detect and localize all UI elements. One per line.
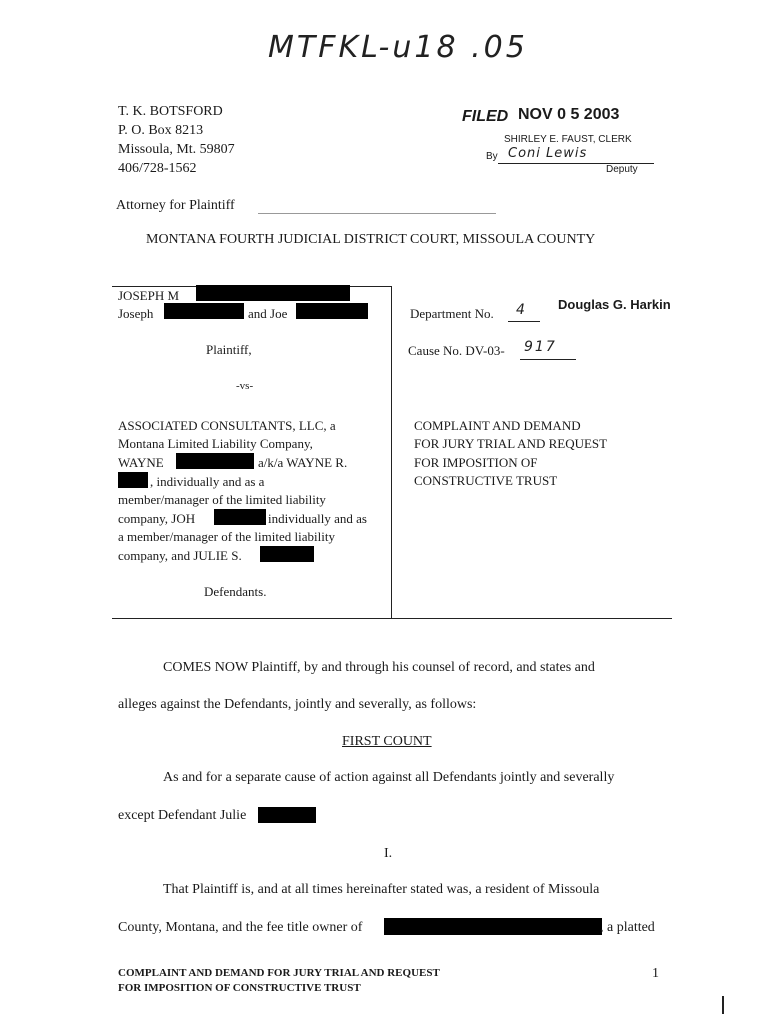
- count-line-1: As and for a separate cause of action against all Defendants jointly and severally: [163, 770, 615, 785]
- defendant-line: , individually and as a: [150, 474, 265, 489]
- complaint-title-line: CONSTRUCTIVE TRUST: [414, 473, 558, 488]
- handwritten-file-number: MTFKL-u18 .05: [268, 30, 528, 65]
- plaintiff-name-line1: JOSEPH M: [118, 288, 180, 303]
- department-label: Department No.: [410, 306, 494, 321]
- page-number: 1: [652, 966, 659, 981]
- versus-label: -vs-: [236, 380, 254, 392]
- plaintiff-label: Plaintiff,: [206, 342, 252, 357]
- attorney-role: Attorney for Plaintiff: [116, 198, 235, 213]
- plaintiff-name-line2a: Joseph: [118, 306, 154, 321]
- section-number: I.: [384, 846, 393, 861]
- intro-line-1: COMES NOW Plaintiff, by and through his counsel of record, and states and: [163, 660, 595, 675]
- redaction-box: [296, 303, 368, 319]
- cause-underline: [520, 359, 576, 360]
- scan-mark: [722, 996, 724, 1014]
- court-name: MONTANA FOURTH JUDICIAL DISTRICT COURT, MISSOULA COUNTY: [146, 232, 596, 247]
- defendant-line: WAYNE: [118, 455, 164, 470]
- paragraph-line-2b: , a platted: [600, 920, 655, 935]
- defendant-line: a member/manager of the limited liability: [118, 529, 335, 544]
- attorney-po-box: P. O. Box 8213: [118, 123, 204, 138]
- judge-name: Douglas G. Harkin: [558, 297, 671, 312]
- count-line-2: except Defendant Julie: [118, 808, 247, 823]
- first-count-heading: FIRST COUNT: [342, 734, 432, 749]
- complaint-title-line: FOR JURY TRIAL AND REQUEST: [414, 436, 608, 451]
- defendant-line: member/manager of the limited liability: [118, 492, 326, 507]
- clerk-name: SHIRLEY E. FAUST, CLERK: [504, 134, 632, 145]
- redaction-box: [196, 285, 350, 301]
- defendant-line: a/k/a WAYNE R.: [258, 455, 348, 470]
- deputy-label: Deputy: [606, 164, 638, 175]
- plaintiff-name-line2b: and Joe: [248, 306, 288, 321]
- attorney-phone: 406/728-1562: [118, 161, 197, 176]
- defendant-line: individually and as: [268, 511, 367, 526]
- defendant-line: company, JOH: [118, 511, 196, 526]
- caption-vertical-rule: [391, 286, 392, 618]
- clerk-signature: Coni Lewis: [508, 146, 588, 161]
- attorney-name: T. K. BOTSFORD: [118, 104, 223, 119]
- defendant-line: Montana Limited Liability Company,: [118, 436, 313, 451]
- redaction-box: [214, 509, 266, 525]
- attorney-city: Missoula, Mt. 59807: [118, 142, 235, 157]
- defendant-line: company, and JULIE S.: [118, 548, 242, 563]
- cause-label: Cause No. DV-03-: [408, 343, 505, 358]
- footer-title-line-2: FOR IMPOSITION OF CONSTRUCTIVE TRUST: [118, 982, 361, 994]
- paragraph-line-2a: County, Montana, and the fee title owner of: [118, 920, 363, 935]
- redaction-box: [164, 303, 244, 319]
- attorney-role-underline: [258, 213, 496, 214]
- redaction-box: [258, 807, 316, 823]
- filed-label: FILED: [462, 108, 509, 125]
- cause-value: 917: [524, 339, 557, 355]
- defendants-label: Defendants.: [204, 584, 267, 599]
- paragraph-line-1: That Plaintiff is, and at all times hereinafter stated was, a resident of Missoula: [163, 882, 600, 897]
- redaction-box: [118, 472, 148, 488]
- redaction-box: [260, 546, 314, 562]
- filed-date: NOV 0 5 2003: [518, 106, 620, 123]
- redaction-box: [384, 918, 602, 935]
- caption-bottom-rule: [112, 618, 672, 619]
- department-underline: [508, 321, 540, 322]
- footer-title-line-1: COMPLAINT AND DEMAND FOR JURY TRIAL AND REQUEST: [118, 967, 440, 979]
- redaction-box: [176, 453, 254, 469]
- complaint-title-line: FOR IMPOSITION OF: [414, 455, 538, 470]
- intro-line-2: alleges against the Defendants, jointly and severally, as follows:: [118, 697, 477, 712]
- department-value: 4: [516, 302, 525, 318]
- by-label: By: [486, 151, 498, 162]
- complaint-title-line: COMPLAINT AND DEMAND: [414, 418, 581, 433]
- defendant-line: ASSOCIATED CONSULTANTS, LLC, a: [118, 418, 336, 433]
